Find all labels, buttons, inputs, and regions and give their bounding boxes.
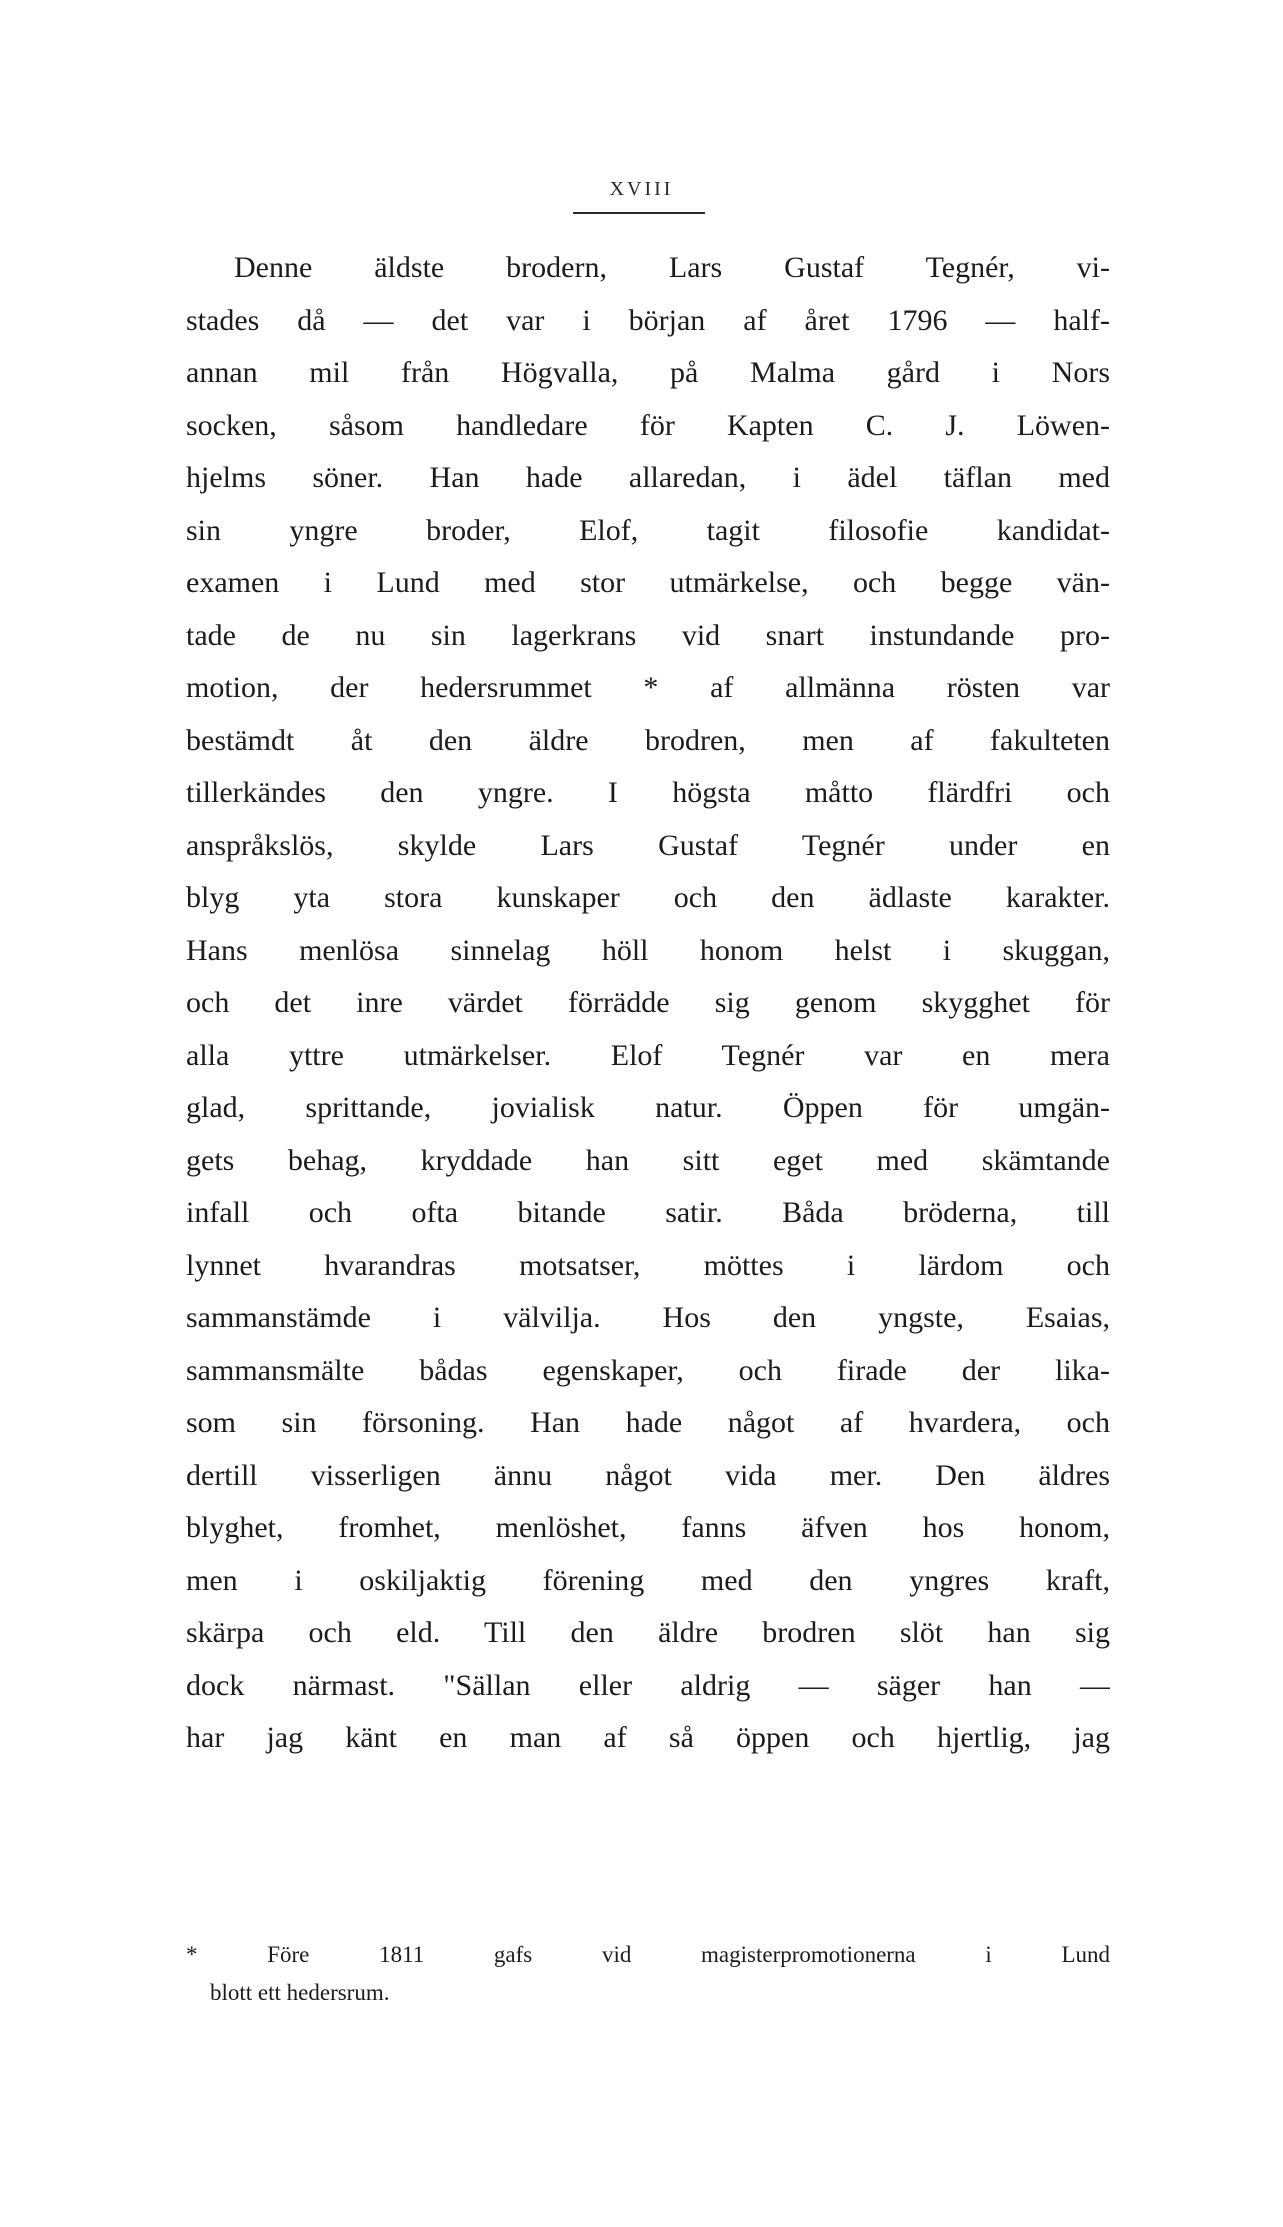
text-line: Hans menlösa sinnelag höll honom helst i skuggan, — [186, 933, 1110, 967]
text-line: sammansmälte bådas egenskaper, och firade der lika- — [186, 1353, 1110, 1387]
text-line: glad, sprittande, jovialisk natur. Öppen för umgän- — [186, 1091, 1110, 1124]
header-rule — [573, 212, 705, 214]
text-line: sammanstämde i välvilja. Hos den yngste, Esaias, — [186, 1301, 1110, 1334]
text-line: som sin försoning. Han hade något af hvardera, och — [186, 1406, 1110, 1439]
text-line: har jag känt en man af så öppen och hjertlig, jag — [186, 1721, 1110, 1754]
footnote-line: blott ett hedersrum. — [210, 1980, 390, 2005]
text-line: blyghet, fromhet, menlöshet, fanns äfven hos honom, — [186, 1511, 1110, 1544]
footnote-line: * Före 1811 gafs vid magisterpromotionerna i Lund — [186, 1942, 1110, 1967]
text-line: socken, såsom handledare för Kapten C. J. Löwen- — [186, 408, 1110, 442]
text-line: examen i Lund med stor utmärkelse, och begge vän- — [186, 566, 1110, 599]
text-line: stades då — det var i början af året 1796 — half- — [186, 303, 1110, 337]
text-line: lynnet hvarandras motsatser, möttes i lärdom och — [186, 1248, 1110, 1282]
footnote — [186, 1936, 1110, 2012]
text-line: motion, der hedersrummet * af allmänna rösten var — [186, 671, 1110, 704]
text-line: dertill visserligen ännu något vida mer. Den äldres — [186, 1458, 1110, 1492]
text-line: anspråkslös, skylde Lars Gustaf Tegnér under en — [186, 828, 1110, 862]
text-line: skärpa och eld. Till den äldre brodren slöt han sig — [186, 1616, 1110, 1649]
text-line: bestämdt åt den äldre brodren, men af fakulteten — [186, 723, 1110, 757]
text-line: alla yttre utmärkelser. Elof Tegnér var en mera — [186, 1038, 1110, 1072]
text-line: annan mil från Högvalla, på Malma gård i Nors — [186, 356, 1110, 389]
text-line: hjelms söner. Han hade allaredan, i ädel täflan med — [186, 461, 1110, 494]
text-line: infall och ofta bitande satir. Båda bröderna, till — [186, 1196, 1110, 1229]
text-line: sin yngre broder, Elof, tagit filosofie kandidat- — [186, 513, 1110, 547]
text-line: blyg yta stora kunskaper och den ädlaste karakter. — [186, 881, 1110, 914]
text-line: tillerkändes den yngre. I högsta måtto flärdfri och — [186, 776, 1110, 809]
text-line: och det inre värdet förrädde sig genom skygghet för — [186, 986, 1110, 1019]
text-line: dock närmast. "Sällan eller aldrig — säger han — — [186, 1668, 1110, 1702]
text-line: tade de nu sin lagerkrans vid snart instundande pro- — [186, 618, 1110, 652]
body-text — [186, 242, 1110, 1765]
text-line: Denne äldste brodern, Lars Gustaf Tegnér, vi- — [234, 251, 1110, 284]
text-line: gets behag, kryddade han sitt eget med skämtande — [186, 1143, 1110, 1177]
text-line: men i oskiljaktig förening med den yngres kraft, — [186, 1563, 1110, 1597]
page-number: XVIII — [609, 178, 674, 200]
